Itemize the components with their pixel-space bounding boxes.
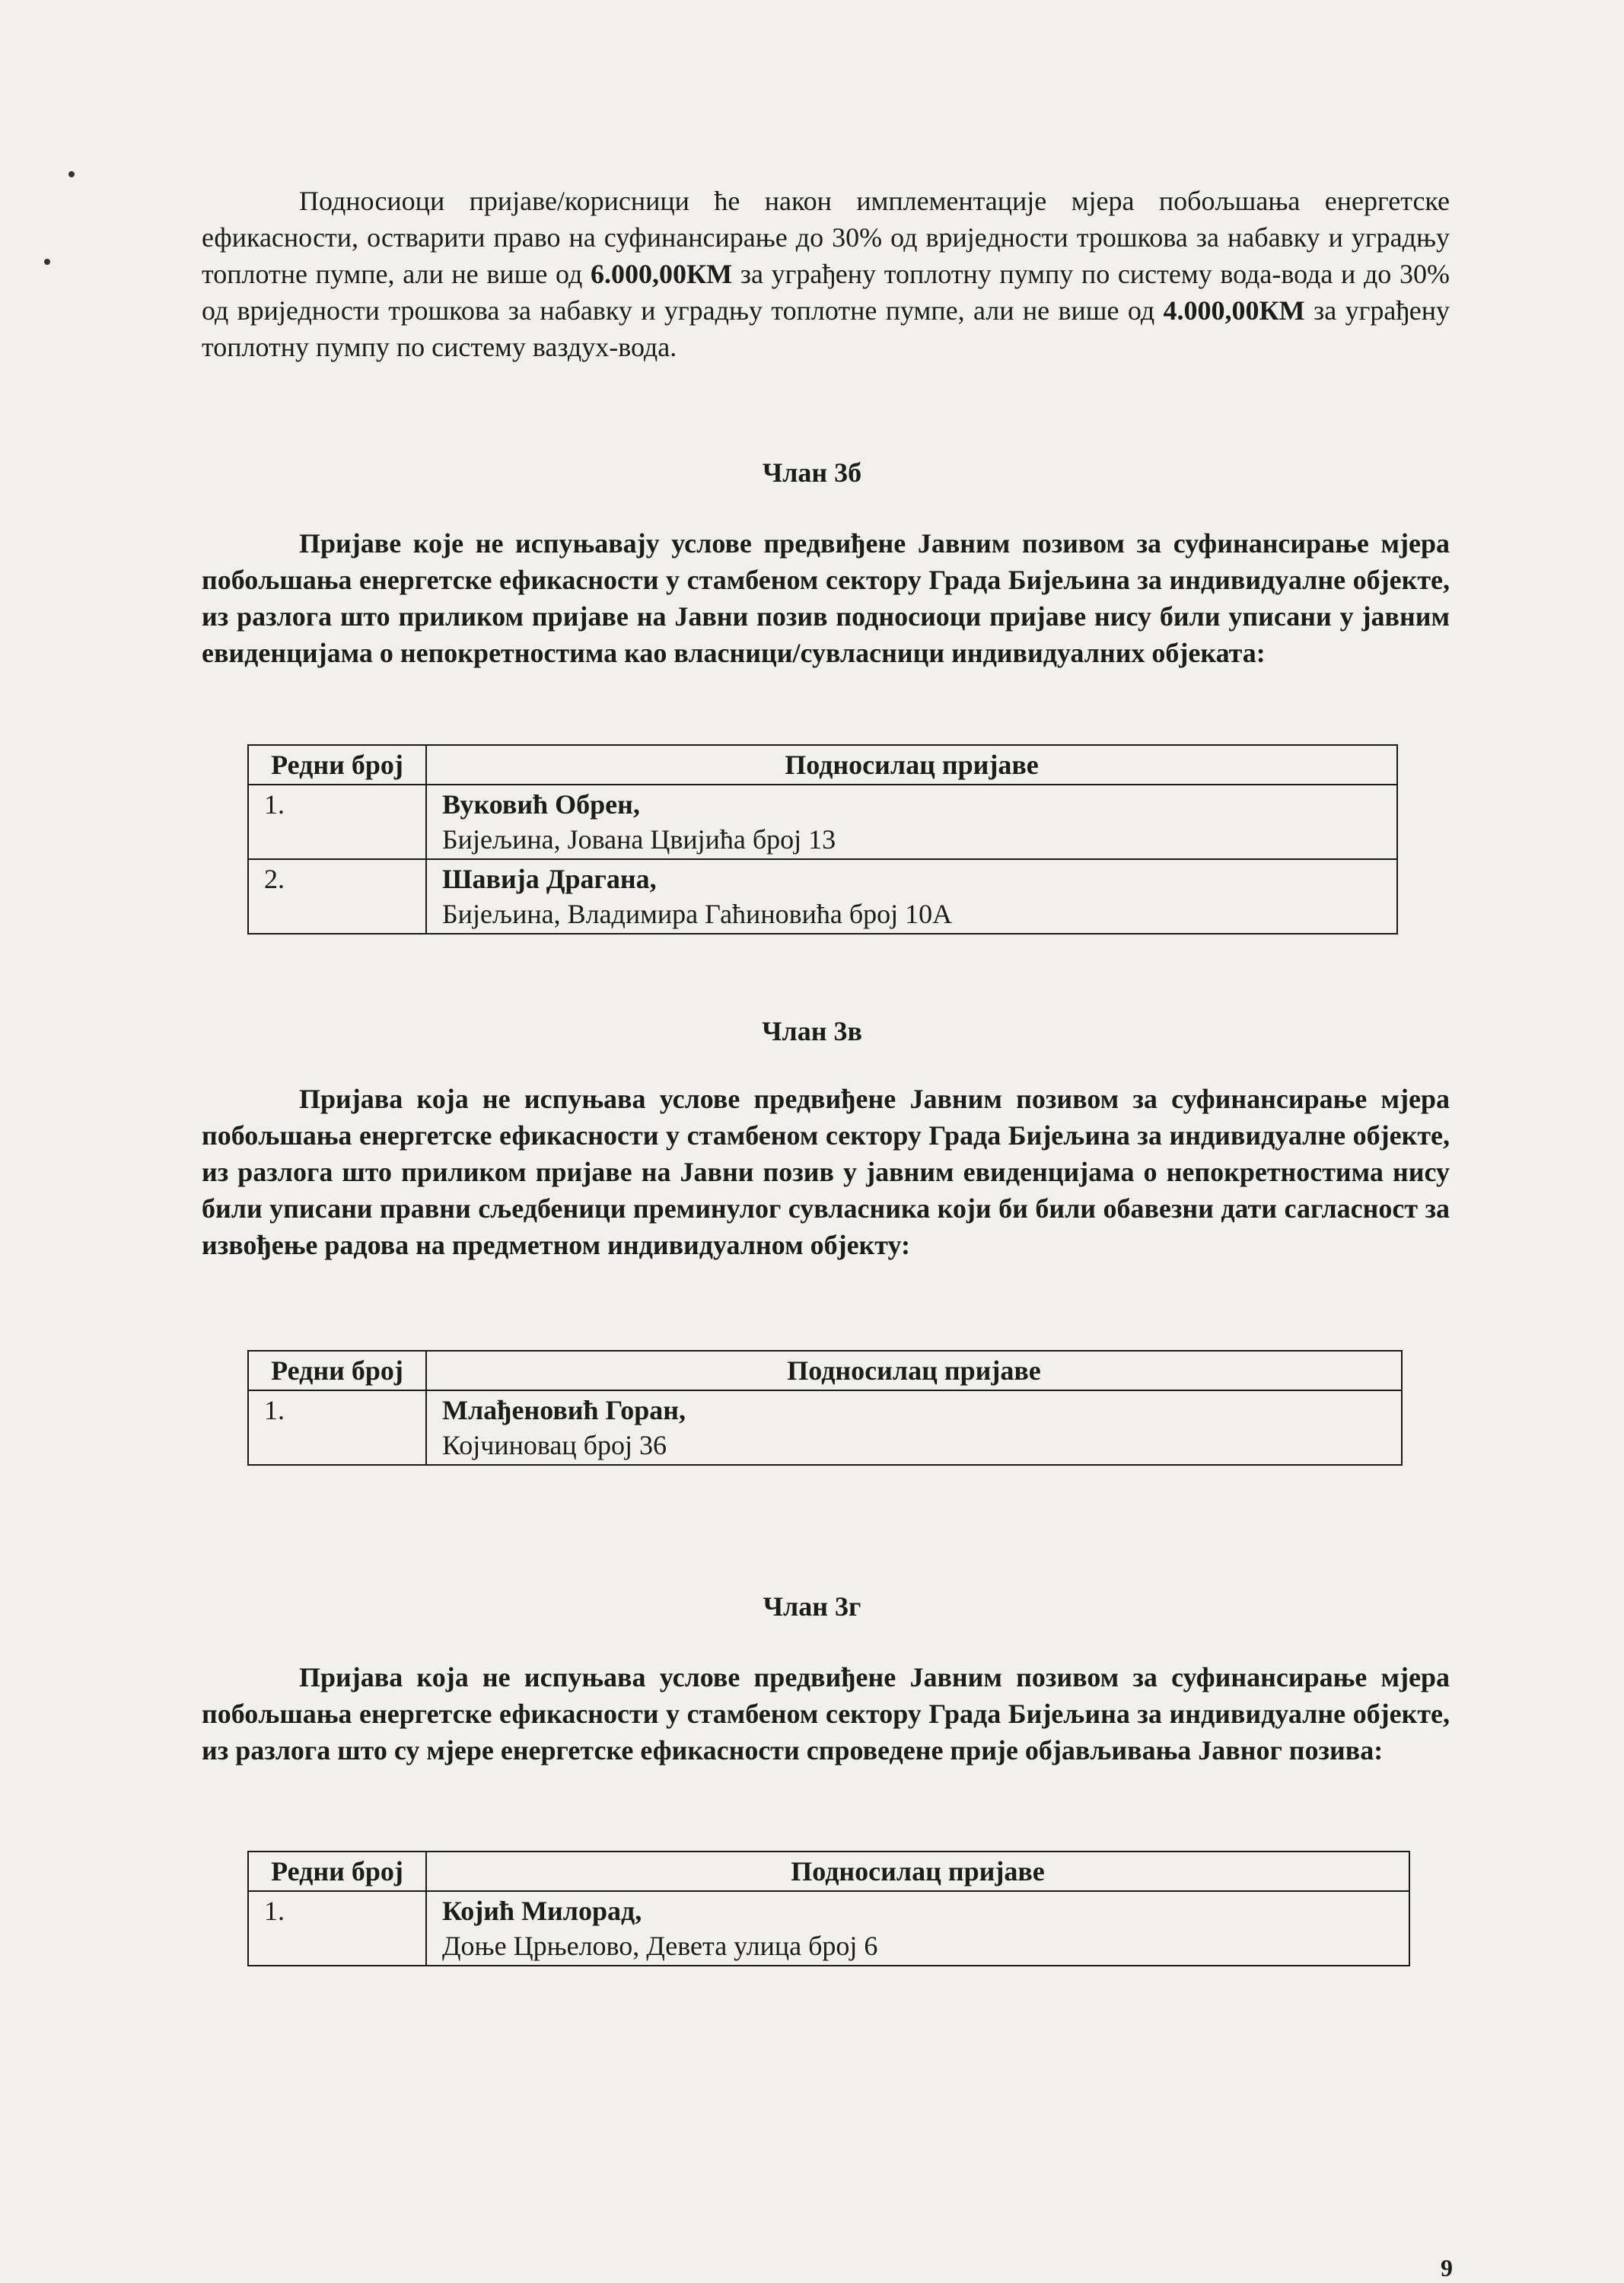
article-3b-paragraph: Пријаве које не испуњавају услове предвиђене Јавним позивом за суфинансирање мјера побољшања енергетске ефикасности у стамбеном сектору Града Бијељина за индивидуалне објекте, из разлога што приликом пријаве на Јавни позив подносиоци пријаве нису били уписани у јавним евиденцијама о непокретностима као власници/сувласници индивидуалних објеката: <box>202 528 1450 668</box>
intro-text-3: за уграђену топлотну пумпу по систему ваздух-вода. <box>202 295 1450 362</box>
col-header-serial-number: Редни број <box>248 1852 426 1891</box>
row-number: 1. <box>248 1390 426 1465</box>
applicant-name: Шавија Драгана, <box>442 864 657 894</box>
article-3v-heading: Члан 3в <box>762 1016 862 1046</box>
row-number: 2. <box>248 859 426 934</box>
article-3b-table <box>247 744 1398 935</box>
col-header-applicant: Подносилац пријаве <box>426 1852 1409 1891</box>
applicant-address: Бијељина, Владимира Гаћиновића број 10А <box>442 899 953 929</box>
col-header-serial-number: Редни број <box>248 745 426 785</box>
article-3v-paragraph: Пријава која не испуњава услове предвиђене Јавним позивом за суфинансирање мјера побољшања енергетске ефикасности у стамбеном сектору Града Бијељина за индивидуалне објекте, из разлога што приликом пријаве на Јавни позив у јавним евиденцијама о непокретностима нису били уписани правни сљедбеници преминулог сувласника који би били обавезни дати сагласност за извођење радова на предметном индивидуалном објекту: <box>202 1084 1450 1260</box>
col-header-serial-number: Редни број <box>248 1351 426 1390</box>
intro-paragraph <box>202 183 1450 365</box>
applicant-cell <box>426 859 1397 934</box>
applicant-cell <box>426 1891 1409 1966</box>
article-3v-table <box>247 1350 1403 1466</box>
applicant-name: Млађеновић Горан, <box>442 1395 686 1425</box>
applicant-cell <box>426 1390 1402 1465</box>
table-row <box>248 785 1397 859</box>
table-row <box>248 1891 1409 1966</box>
article-3g-heading: Члан 3г <box>763 1591 861 1622</box>
col-header-applicant: Подносилац пријаве <box>426 745 1397 785</box>
page-number: 9 <box>1441 2254 1453 2281</box>
table-row <box>248 1390 1402 1465</box>
article-3g-block <box>202 1659 1450 1769</box>
article-3b-block <box>202 525 1450 671</box>
article-3g-paragraph: Пријава која не испуњава услове предвиђене Јавним позивом за суфинансирање мјера побољшања енергетске ефикасности у стамбеном сектору Града Бијељина за индивидуалне објекте, из разлога што су мјере енергетске ефикасности спроведене прије објављивања Јавног позива: <box>202 1662 1450 1766</box>
table-header-row <box>248 1351 1402 1390</box>
applicant-name: Вуковић Обрен, <box>442 789 640 820</box>
applicant-name: Којић Милорад, <box>442 1896 642 1926</box>
article-3b-heading: Члан 3б <box>762 457 862 488</box>
intro-text-1: Подносиоци пријаве/корисници ће након имплементације мјера побољшања енергетске ефикасности, остварити право на суфинансирање до 30% од вриједности трошкова за набавку и уградњу топлотне пумпе, али не више од <box>202 186 1450 289</box>
row-number: 1. <box>248 785 426 859</box>
applicant-address: Бијељина, Јована Цвијића број 13 <box>442 824 836 855</box>
applicant-cell <box>426 785 1397 859</box>
table-row <box>248 859 1397 934</box>
article-3v-block <box>202 1081 1450 1263</box>
amount-air-water: 4.000,00КМ <box>1163 295 1305 326</box>
amount-water-water: 6.000,00КМ <box>590 259 733 289</box>
table-header-row <box>248 1852 1409 1891</box>
intro-paragraph-block <box>202 183 1450 365</box>
row-number: 1. <box>248 1891 426 1966</box>
applicant-address: Доње Црњелово, Девета улица број 6 <box>442 1931 878 1961</box>
article-3g-table <box>247 1851 1410 1966</box>
scan-mark-dot <box>44 259 50 265</box>
scan-mark-dot <box>68 171 75 177</box>
table-header-row <box>248 745 1397 785</box>
applicant-address: Којчиновац број 36 <box>442 1430 667 1460</box>
intro-text-2: за уграђену топлотну пумпу по систему вода-вода и до 30% од вриједности трошкова за набавку и уградњу топлотне пумпе, али не више од <box>202 259 1450 326</box>
col-header-applicant: Подносилац пријаве <box>426 1351 1402 1390</box>
